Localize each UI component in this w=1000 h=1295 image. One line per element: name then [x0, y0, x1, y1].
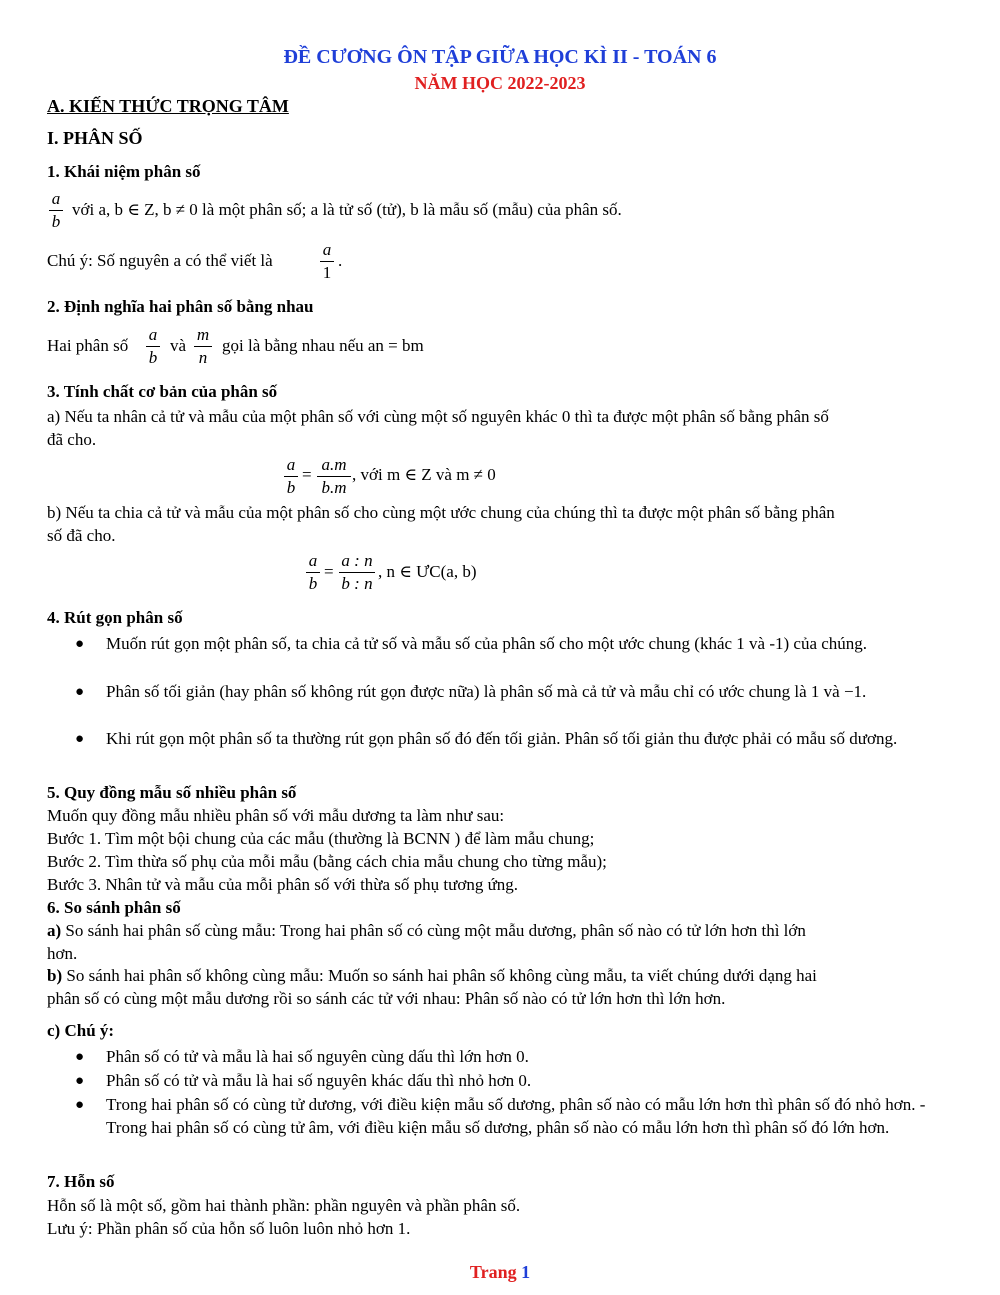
s1-note: Chú ý: Số nguyên a có thể viết là — [47, 251, 273, 270]
s5-step-2: Bước 2. Tìm thừa số phụ của mỗi mẫu (bằng cách chia mẫu chung cho từng mẫu); — [47, 852, 607, 871]
s4-item-3: Khi rút gọn một phân số ta thường rút gọn phân số đó đến tối giản. Phân số tối giản thu được phải có mẫu số dương. — [106, 729, 898, 748]
s6-note-1: Phân số có tử và mẫu là hai số nguyên cùng dấu thì lớn hơn 0. — [106, 1047, 529, 1066]
s3-b-line2: số đã cho. — [47, 526, 116, 545]
s1-definition: với a, b ∈ Z, b ≠ 0 là một phân số; a là tử số (tử), b là mẫu số (mẫu) của phân số. — [72, 200, 622, 219]
s5-step-3: Bước 3. Nhân tử và mẫu của mỗi phân số với thừa số phụ tương ứng. — [47, 875, 519, 894]
equals-sign-2: = — [324, 562, 334, 581]
fraction-a-over-b-4: a b — [306, 551, 320, 594]
s7-text: Hỗn số là một số, gồm hai thành phần: phần nguyên và phần phân số. — [47, 1196, 521, 1215]
document-subtitle: NĂM HỌC 2022-2023 — [414, 73, 586, 93]
s6-note-3: Trong hai phân số có cùng tử dương, với điều kiện mẫu số dương, phân số nào có mẫu lớn hơn thì phân số đó nhỏ hơn. - Trong hai phân số có cùng tử âm, với điều kiện mẫu số dương, phân số nào có mẫu lớn hơn thì phân số đó lớn hơn. — [106, 1095, 926, 1137]
s3-condition-2: , n ∈ ƯC(a, b) — [378, 562, 477, 581]
s4-item-2: Phân số tối giản (hay phân số không rút gọn được nữa) là phân số mà cả tử và mẫu chỉ có ước chung là 1 và −1. — [106, 682, 867, 701]
bullet-icon: ● — [75, 731, 85, 747]
fraction-a-over-b: a b — [49, 189, 63, 232]
s6-b-label: b) — [47, 966, 63, 985]
s5-step-1: Bước 1. Tìm một bội chung của các mẫu (thường là BCNN ) để làm mẫu chung; — [47, 829, 595, 848]
s2-text-3: gọi là bằng nhau nếu an = bm — [222, 336, 424, 355]
s5-intro: Muốn quy đồng mẫu nhiều phân số với mẫu dương ta làm như sau: — [47, 806, 505, 825]
s5-heading: 5. Quy đồng mẫu số nhiều phân số — [47, 783, 297, 802]
s3-heading: 3. Tính chất cơ bản của phân số — [47, 382, 278, 401]
part-1-heading: I. PHÂN SỐ — [47, 128, 143, 148]
s6-note-2: Phân số có tử và mẫu là hai số nguyên khác dấu thì nhỏ hơn 0. — [106, 1071, 532, 1090]
s4-heading: 4. Rút gọn phân số — [47, 608, 183, 627]
page-number: 1 — [521, 1262, 531, 1282]
s3-a-line2: đã cho. — [47, 430, 97, 449]
s7-note: Lưu ý: Phần phân số của hỗn số luôn luôn nhỏ hơn 1. — [47, 1219, 411, 1238]
s7-heading: 7. Hỗn số — [47, 1172, 115, 1191]
s1-heading: 1. Khái niệm phân số — [47, 162, 201, 181]
s2-heading: 2. Định nghĩa hai phân số bằng nhau — [47, 297, 314, 316]
fraction-a-over-b-2: a b — [146, 325, 160, 368]
page-footer — [0, 1262, 1000, 1283]
footer-label: Trang — [469, 1262, 517, 1282]
section-a-heading: A. KIẾN THỨC TRỌNG TÂM — [47, 96, 289, 116]
s6-c-heading: c) Chú ý: — [47, 1021, 115, 1040]
fraction-an-over-bn: a : n b : n — [339, 551, 375, 594]
s6-a-text: So sánh hai phân số cùng mẫu: Trong hai phân số có cùng một mẫu dương, phân số nào có tử lớn hơn thì lớn — [61, 921, 806, 940]
s2-text-2: và — [170, 336, 187, 355]
document-title: ĐỀ CƯƠNG ÔN TẬP GIỮA HỌC KÌ II - TOÁN 6 — [283, 46, 717, 68]
s6-b-line1 — [47, 966, 817, 986]
s6-heading: 6. So sánh phân số — [47, 898, 181, 917]
fraction-am-over-bm: a.m b.m — [317, 455, 351, 498]
s2-text-1: Hai phân số — [47, 336, 129, 355]
bullet-icon: ● — [75, 1049, 85, 1065]
s6-a-line1 — [47, 921, 806, 941]
bullet-icon: ● — [75, 1073, 85, 1089]
s6-a-label: a) — [47, 921, 62, 940]
s3-condition-1: , với m ∈ Z và m ≠ 0 — [352, 465, 496, 484]
s6-a-line2: hơn. — [47, 944, 78, 963]
s3-a-line1: a) Nếu ta nhân cả tử và mẫu của một phân số với cùng một số nguyên khác 0 thì ta được một phân số bằng phân số — [47, 407, 829, 426]
s4-item-1: Muốn rút gọn một phân số, ta chia cả tử số và mẫu số của phân số cho một ước chung (khác 1 và -1) của chúng. — [106, 634, 868, 653]
fraction-a-over-b-3: a b — [284, 455, 298, 498]
s6-b-text: So sánh hai phân số không cùng mẫu: Muốn so sánh hai phân số không cùng mẫu, ta viết chúng dưới dạng hai — [62, 966, 817, 985]
fraction-a-over-1: a 1 — [320, 240, 334, 283]
equals-sign: = — [302, 465, 312, 484]
period: . — [338, 251, 343, 270]
fraction-m-over-n: m n — [194, 325, 212, 368]
bullet-icon: ● — [75, 1097, 85, 1113]
s3-b-line1: b) Nếu ta chia cả tử và mẫu của một phân số cho cùng một ước chung của chúng thì ta được một phân số bằng phân — [47, 503, 835, 522]
s6-b-line2: phân số có cùng một mẫu dương rồi so sánh các tử với nhau: Phân số nào có tử lớn hơn thì lớn hơn. — [47, 989, 726, 1008]
bullet-icon: ● — [75, 684, 85, 700]
bullet-icon: ● — [75, 636, 85, 652]
